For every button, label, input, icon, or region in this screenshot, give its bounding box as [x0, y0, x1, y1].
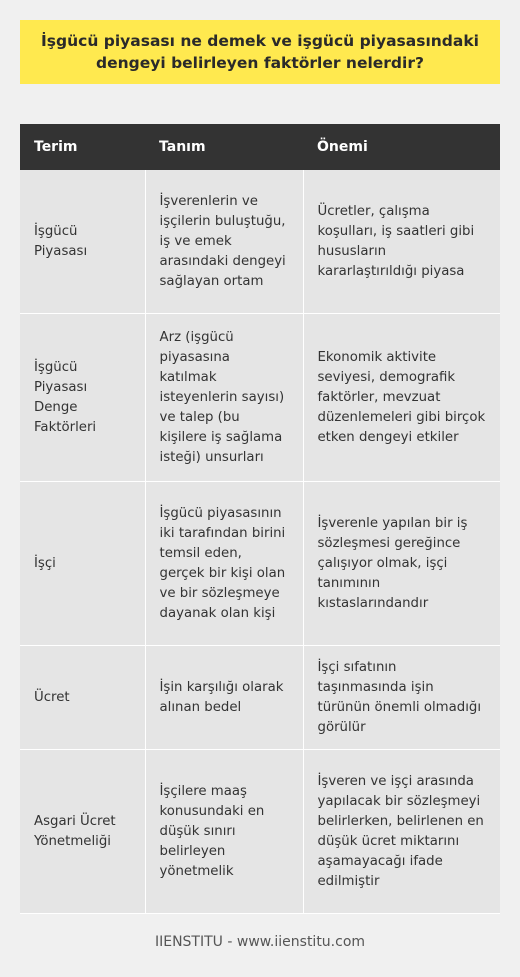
- table-row: [20, 314, 500, 482]
- table-row: [20, 646, 500, 750]
- importance-cell: İşverenle yapılan bir iş sözleşmesi gereğince çalışıyor olmak, işçi tanımının kıstaslarındandır: [303, 482, 500, 646]
- table-row: [20, 482, 500, 646]
- table-row: [20, 170, 500, 314]
- term-cell: Asgari Ücret Yönetmeliği: [20, 750, 145, 914]
- term-cell: Ücret: [20, 646, 145, 750]
- term-cell: İşçi: [20, 482, 145, 646]
- column-header-term: Terim: [34, 139, 78, 155]
- definition-cell: İşgücü piyasasının iki tarafından birini temsil eden, gerçek bir kişi olan ve bir sözleşmeye dayanak olan kişi: [145, 482, 303, 646]
- importance-cell: Ücretler, çalışma koşulları, iş saatleri gibi hususların kararlaştırıldığı piyasa: [303, 170, 500, 314]
- table-header-row: [20, 124, 500, 170]
- title-banner: [20, 20, 500, 84]
- importance-cell: İşveren ve işçi arasında yapılacak bir sözleşmeyi belirlerken, belirlenen en düşük ücret miktarını aşamayacağı ifade edilmiştir: [303, 750, 500, 914]
- term-cell: İşgücü Piyasası: [20, 170, 145, 314]
- definition-cell: Arz (işgücü piyasasına katılmak isteyenlerin sayısı) ve talep (bu kişilere iş sağlama isteği) unsurları: [145, 314, 303, 482]
- page-title: İşgücü piyasası ne demek ve işgücü piyasasındaki dengeyi belirleyen faktörler nelerdir?: [41, 32, 479, 72]
- definition-cell: İşçilere maaş konusundaki en düşük sınırı belirleyen yönetmelik: [145, 750, 303, 914]
- importance-cell: Ekonomik aktivite seviyesi, demografik faktörler, mevzuat düzenlemeleri gibi birçok etken dengeyi etkiler: [303, 314, 500, 482]
- importance-cell: İşçi sıfatının taşınmasında işin türünün önemli olmadığı görülür: [303, 646, 500, 750]
- column-header-importance: Önemi: [317, 139, 368, 155]
- table-row: [20, 750, 500, 914]
- terms-table: [20, 124, 500, 914]
- definition-cell: İşverenlerin ve işçilerin buluştuğu, iş ve emek arasındaki dengeyi sağlayan ortam: [145, 170, 303, 314]
- column-header-definition: Tanım: [159, 139, 206, 155]
- definition-cell: İşin karşılığı olarak alınan bedel: [145, 646, 303, 750]
- footer-credit: IIENSTITU - www.iienstitu.com: [154, 934, 366, 950]
- term-cell: İşgücü Piyasası Denge Faktörleri: [20, 314, 145, 482]
